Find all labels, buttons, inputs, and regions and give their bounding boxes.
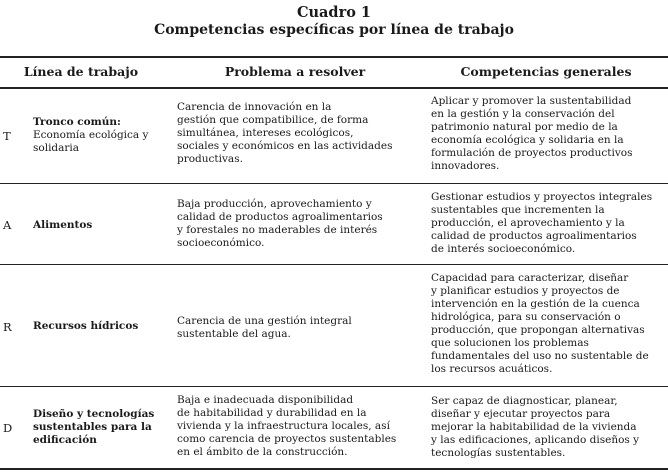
line-of-work-cell [33,408,167,447]
line-text: solidaria [33,142,80,154]
line-text: sustentable del agua. [177,328,291,340]
line-text: diseñar y ejecutar proyectos para [431,408,611,420]
line-of-work-cell [33,320,167,333]
competencies-cell [431,272,666,376]
line-text: de habitabilidad y durabilidad en la [177,407,367,419]
line-text: gestión que compatibilice, de forma [177,114,369,126]
line-text: tecnologías sustentables. [431,447,566,459]
line-text: y las edificaciones, aplicando diseños y [431,434,640,446]
header-line-of-work: Línea de trabajo [23,64,139,79]
competencies-cell [431,95,666,173]
line-text: Carencia de innovación en la [177,101,332,113]
line-text: formulación de proyectos productivos [431,147,633,159]
row-divider [0,264,668,265]
line-text: simultánea, intereses ecológicos, [177,127,354,139]
line-text: mejorar la habitabilidad de la vivienda [431,421,637,433]
line-text: los recursos acuáticos. [431,363,553,375]
line-of-work-cell [33,116,167,155]
line-text: Diseño y tecnologías [33,408,155,420]
line-text: Economía ecológica y [33,129,149,141]
line-text: economía ecológica y solidaria en la [431,134,624,146]
line-text: productivas. [177,153,243,165]
problem-cell [177,198,423,250]
line-text: Ser capaz de diagnosticar, planear, [431,395,618,407]
line-text: sustentables para la [33,421,152,433]
competencies-cell [431,191,666,256]
line-text: producción, el aprovechamiento y la [431,217,625,229]
line-text: intervención en la gestión de la cuenca [431,298,640,310]
problem-cell [177,394,423,459]
line-text: vivienda y la infraestructura locales, así [177,420,390,432]
row-letter: T [3,129,11,143]
line-text: socioeconómico. [177,237,265,249]
line-of-work-cell [33,219,167,232]
line-text: calidad de productos agroalimentarios [177,211,383,223]
line-text: Capacidad para caracterizar, diseñar [431,272,629,284]
line-text: fundamentales del uso no sustentable de [431,350,649,362]
line-text: y planificar estudios y proyectos de [431,285,620,297]
line-text: patrimonio natural por medio de la [431,121,618,133]
line-text: sociales y económicos en las actividades [177,140,393,152]
row-letter: R [3,320,12,334]
line-text: como carencia de proyectos sustentables [177,433,397,445]
header-competencies: Competencias generales [460,64,632,79]
table-subtitle: Competencias específicas por línea de trabajo [154,22,514,38]
line-text: Alimentos [33,219,93,231]
line-text: hidrológica, para su conservación o [431,311,621,323]
line-text: en el ámbito de la construcción. [177,446,348,458]
header-rule [0,87,668,89]
line-text: Baja producción, aprovechamiento y [177,198,372,210]
line-text: innovadores. [431,160,500,172]
problem-cell [177,101,423,166]
line-text: Carencia de una gestión integral [177,315,352,327]
line-text: producción, que propongan alternativas [431,324,645,336]
row-divider [0,386,668,387]
line-text: calidad de productos agroalimentarios [431,230,637,242]
line-text: y forestales no maderables de interés [177,224,378,236]
line-text: Baja e inadecuada disponibilidad [177,394,354,406]
line-text: que solucionen los problemas [431,337,589,349]
line-text: de interés socioeconómico. [431,243,576,255]
line-text: Tronco común: [33,116,121,128]
row-letter: A [3,218,12,232]
top-rule [0,56,668,58]
row-divider [0,183,668,184]
line-text: en la gestión y la conservación del [431,108,615,120]
competencies-cell [431,395,666,460]
line-text: edificación [33,434,97,446]
row-letter: D [3,421,13,435]
problem-cell [177,315,423,341]
header-problem: Problema a resolver [224,64,366,79]
line-text: sustentables que incrementen la [431,204,605,216]
line-text: Aplicar y promover la sustentabilidad [431,95,632,107]
table-title: Cuadro 1 [296,4,372,21]
line-text: Gestionar estudios y proyectos integrales [431,191,653,203]
line-text: Recursos hídricos [33,320,139,332]
bottom-rule [0,468,668,470]
